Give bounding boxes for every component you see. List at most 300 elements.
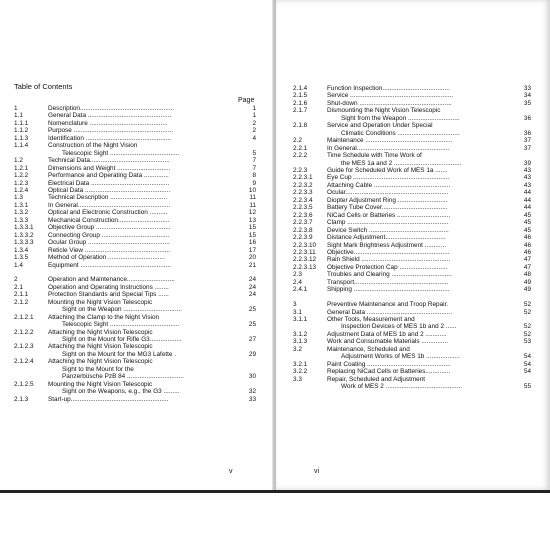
toc-entry[interactable]: [14, 396, 256, 403]
section-title: [48, 165, 238, 172]
page-number: 46: [523, 248, 531, 256]
section-number: 1.1.2: [14, 127, 29, 135]
toc-entry[interactable]: [14, 157, 256, 164]
page-number: 55: [523, 383, 531, 391]
section-title-line: Equipment ...................................................: [48, 261, 171, 269]
section-title-line: Mounting the Night Vision Telescopic: [48, 380, 153, 388]
section-title-line: Work of MES 2 ...........................................: [341, 383, 462, 391]
toc-entry[interactable]: [293, 92, 531, 99]
section-number: 2.1.8: [293, 122, 308, 130]
page-number: 36: [523, 114, 531, 122]
section-title-line: Eye Cup ......................................................: [327, 174, 450, 182]
page-number: 24: [248, 276, 256, 284]
section-number: 2: [14, 276, 18, 284]
toc-entry[interactable]: [293, 137, 531, 144]
toc-entry[interactable]: [293, 256, 531, 263]
page-number: 8: [252, 172, 256, 180]
section-title-line: Distance Adjustment..................................: [327, 234, 446, 242]
section-title-line: Objective Group ..........................................: [48, 224, 171, 232]
section-title-line: Sight to the Mount for the: [62, 365, 134, 373]
section-title: [327, 309, 513, 316]
toc-entry[interactable]: [14, 291, 256, 298]
section-number: 2.1.4: [293, 85, 308, 92]
section-title-line: Service and Operation Under Special: [327, 122, 433, 130]
section-title: [327, 316, 513, 331]
section-title: [48, 358, 238, 380]
page-number: 47: [523, 263, 531, 271]
section-title-line: Optical Data ................................................: [48, 186, 171, 194]
page-number: 2: [252, 127, 256, 135]
section-title-line: Troubles and Clearing ..................................: [327, 271, 452, 279]
page-number: 49: [523, 286, 531, 294]
page-number: 2: [252, 119, 256, 127]
toc-entry[interactable]: [14, 358, 256, 380]
section-title: [327, 286, 513, 293]
section-number: 2.2.1: [293, 144, 308, 152]
section-title: [327, 249, 513, 256]
toc-entry[interactable]: [14, 202, 256, 209]
toc-entry[interactable]: [293, 167, 531, 174]
section-title: [327, 100, 513, 107]
section-title: [48, 239, 238, 246]
section-title-line: Paint Coating ...............................................: [327, 360, 451, 368]
section-number: 2.1.2.2: [14, 328, 34, 336]
toc-entry[interactable]: [14, 247, 256, 254]
toc-entry[interactable]: [293, 219, 531, 226]
section-title: [327, 234, 513, 241]
section-title-line: Nomenclature ............................................: [48, 119, 168, 127]
page-number: 45: [523, 211, 531, 219]
section-number: 1.1.4: [14, 142, 29, 150]
section-title-line: General Data ................................................: [327, 308, 453, 316]
section-number: 2.2.3.12: [293, 256, 317, 264]
page-number: 52: [523, 323, 531, 331]
section-number: 3.2.2: [293, 368, 308, 376]
toc-entry[interactable]: [293, 100, 531, 107]
toc-entry[interactable]: [14, 314, 256, 329]
toc-entry[interactable]: [293, 204, 531, 211]
page-number: 45: [523, 219, 531, 227]
section-title-line: Attaching the Night Vision Telescopic: [48, 343, 153, 351]
section-number: 2.2.3.5: [293, 204, 313, 212]
toc-entry[interactable]: [293, 264, 531, 271]
section-title: [327, 107, 513, 122]
section-number: 2.2.2: [293, 152, 308, 160]
toc-entry[interactable]: [14, 284, 256, 291]
page-number: 7: [252, 164, 256, 172]
section-title-line: Transport.....................................................: [327, 278, 449, 286]
toc-title: Table of Contents: [14, 82, 73, 91]
section-title: [327, 301, 513, 308]
section-title: [327, 346, 513, 361]
page-column-label: Page: [238, 97, 255, 104]
toc-entry[interactable]: [293, 368, 531, 375]
toc-entry[interactable]: [293, 309, 531, 316]
section-title: [327, 122, 513, 137]
toc-entry[interactable]: [293, 212, 531, 219]
page-number: 44: [523, 204, 531, 212]
section-number: 2.1.3: [14, 395, 29, 403]
section-title-line: Repair, Scheduled and Adjustment: [327, 375, 426, 383]
section-title: [48, 209, 238, 216]
section-number: 2.1.1: [14, 291, 29, 299]
section-title: [48, 112, 238, 119]
page-number: 52: [523, 330, 531, 338]
section-number: 1.1: [14, 112, 23, 120]
section-title-line: Inspection Devices of MES 1b and 2 ......: [341, 323, 457, 331]
toc-entry[interactable]: [293, 152, 531, 167]
toc-entry[interactable]: [293, 361, 531, 368]
section-title: [48, 232, 238, 239]
page-number: 33: [248, 395, 256, 403]
section-number: 1.3.5: [14, 254, 29, 262]
section-title-line: Operation and Operating Instructions ........: [48, 283, 169, 291]
page-number: 44: [523, 196, 531, 204]
toc-entry[interactable]: [14, 142, 256, 157]
section-title-line: General Data ...............................................: [48, 112, 172, 120]
toc-entry[interactable]: [14, 232, 256, 239]
section-gap: [293, 294, 531, 301]
section-number: 2.3: [293, 271, 302, 279]
section-number: 3.1.3: [293, 338, 308, 346]
page-number: 1: [252, 112, 256, 120]
section-title: [327, 338, 513, 345]
section-number: 2.2: [293, 137, 302, 145]
section-title-line: Attaching the Clamp to the Night Vision: [48, 313, 160, 321]
section-title: [48, 180, 238, 187]
section-title-line: Purpose ........................................................: [48, 127, 174, 135]
section-title-line: Climatic Conditions ...................................: [341, 129, 460, 137]
toc-entry[interactable]: [14, 276, 256, 283]
section-title: [327, 174, 513, 181]
toc-entry[interactable]: [293, 279, 531, 286]
section-title: [327, 264, 513, 271]
section-number: 3.1.2: [293, 330, 308, 338]
section-title-line: Construction of the Night Vision: [48, 142, 138, 150]
toc-entry[interactable]: [14, 217, 256, 224]
page-number: 15: [248, 231, 256, 239]
page-number: 24: [248, 283, 256, 291]
toc-entry[interactable]: [293, 271, 531, 278]
page-number: 11: [249, 201, 256, 209]
page-number: 52: [523, 301, 531, 309]
page-number: 39: [523, 159, 531, 167]
page-number: 36: [523, 129, 531, 137]
section-title-line: Battery Tube Cover.....................................: [327, 204, 448, 212]
section-title-line: Other Tools, Measurement and: [327, 316, 415, 324]
toc-entry[interactable]: [14, 112, 256, 119]
section-number: 2.2.3: [293, 166, 308, 174]
section-title-line: Sight from the Weapon .............................: [341, 114, 460, 122]
section-number: 1.2.1: [14, 164, 29, 172]
section-number: 2.2.3.6: [293, 211, 313, 219]
section-title: [48, 247, 238, 254]
section-title-line: Attaching Cable ...........................................: [327, 181, 451, 189]
page-number: 45: [523, 226, 531, 234]
section-number: 2.2.3.2: [293, 181, 313, 189]
section-title-line: Maintenance, Scheduled and: [327, 345, 410, 353]
toc-entry[interactable]: [293, 174, 531, 181]
toc-entry[interactable]: [293, 234, 531, 241]
toc-entry[interactable]: [293, 331, 531, 338]
section-title: [48, 120, 238, 127]
section-title: [327, 242, 513, 249]
section-title-line: Dimensions and Weight ..............................: [48, 164, 171, 172]
section-title: [327, 271, 513, 278]
section-title: [48, 202, 238, 209]
section-title-line: Optical and Electronic Construction ..........: [48, 209, 168, 217]
section-title-line: Attaching the Night Vision Telescopic: [48, 358, 153, 366]
section-title: [327, 189, 513, 196]
toc-entry[interactable]: [14, 165, 256, 172]
section-title-line: Adjustment Data of MES 1b and 2 ............: [327, 330, 447, 338]
section-title: [327, 182, 513, 189]
page-number: 21: [248, 261, 256, 269]
section-title: [48, 127, 238, 134]
section-title: [48, 105, 238, 112]
section-title-line: Reticle View ................................................: [48, 246, 171, 254]
section-number: 2.1.2: [14, 298, 29, 306]
page-number: 48: [523, 271, 531, 279]
section-title: [48, 276, 238, 283]
section-title: [48, 187, 238, 194]
section-number: 1.3.4: [14, 246, 29, 254]
page-footer-left: v: [229, 468, 233, 475]
section-title-line: the MES 1a and 2 ......................................: [341, 159, 462, 167]
toc-entry[interactable]: [293, 197, 531, 204]
section-title-line: Performance and Operating Data ..............: [48, 172, 169, 180]
section-number: 1.2: [14, 157, 23, 165]
page-number: 52: [523, 308, 531, 316]
section-title: [48, 224, 238, 231]
section-title: [327, 376, 513, 391]
section-title: [327, 145, 513, 152]
section-title: [327, 212, 513, 219]
toc-entry[interactable]: [14, 135, 256, 142]
page-footer-right: vi: [314, 468, 320, 475]
section-number: 2.2.3.9: [293, 234, 313, 242]
section-title-line: Description.....................................................: [48, 105, 175, 112]
section-title-line: Protection Standards and Special Tips ......: [48, 291, 169, 299]
section-number: 1.3.3: [14, 216, 29, 224]
page-number: 54: [523, 368, 531, 376]
section-number: 1.3: [14, 194, 23, 202]
section-title-line: Device Switch .............................................: [327, 226, 449, 234]
section-title: [48, 381, 238, 396]
section-title-line: Dismounting the Night Vision Telescopic: [327, 107, 441, 115]
toc-entry[interactable]: [293, 249, 531, 256]
toc-entry[interactable]: [293, 182, 531, 189]
toc-entry[interactable]: [14, 180, 256, 187]
section-title: [327, 361, 513, 368]
toc-entry[interactable]: [293, 346, 531, 361]
section-title-line: Clamp .........................................................: [327, 219, 449, 227]
section-title: [48, 142, 238, 157]
section-title: [327, 219, 513, 226]
toc-entry[interactable]: [293, 145, 531, 152]
toc-entry[interactable]: [293, 189, 531, 196]
page-number: 25: [248, 306, 256, 314]
toc-entry[interactable]: [14, 239, 256, 246]
section-title: [48, 157, 238, 164]
toc-entry[interactable]: [293, 122, 531, 137]
section-title-line: NiCad Cells or Batteries ..............................: [327, 211, 451, 219]
toc-entry[interactable]: [14, 127, 256, 134]
section-title-line: Attaching the Night Vision Telescopic: [48, 328, 153, 336]
section-number: 2.1: [14, 283, 23, 291]
section-title-line: Sight Mark Brightness Adjustment ............: [327, 241, 446, 249]
section-title: [48, 396, 238, 403]
section-number: 2.2.3.11: [293, 248, 316, 256]
section-number: 2.1.6: [293, 99, 308, 107]
section-title-line: Electrical Data ............................................: [48, 179, 170, 187]
page-number: 43: [523, 166, 531, 174]
page-number: 16: [248, 239, 256, 247]
section-title-line: Rain Shield ..................................................: [327, 256, 451, 264]
section-number: 3.1.1: [293, 316, 308, 324]
section-title: [327, 92, 513, 99]
toc-entry[interactable]: [14, 254, 256, 261]
section-title-line: Shipping ......................................................: [327, 286, 450, 294]
section-title-line: Maintenance .................................................: [327, 137, 453, 145]
page-number: 25: [248, 321, 256, 329]
section-number: 3.3: [293, 375, 302, 383]
section-number: 1.3.1: [14, 201, 29, 209]
section-title-line: Replacing NiCad Cells or Batteries..............: [327, 368, 451, 376]
section-title-line: Identification ................................................: [48, 134, 171, 142]
section-title-line: Mounting the Night Vision Telescopic: [48, 298, 153, 306]
section-title-line: Shut-down ....................................................: [327, 99, 452, 107]
section-title: [327, 85, 513, 92]
section-number: 2.2.3.13: [293, 263, 317, 271]
toc-entry[interactable]: [293, 107, 531, 122]
page-number: 1: [252, 105, 256, 112]
section-title: [48, 314, 238, 329]
section-title-line: Panzerbüsche PzB 84 ................................: [62, 373, 184, 381]
toc-entries-left: [14, 105, 256, 403]
left-page: [0, 0, 274, 490]
page-number: 29: [248, 350, 256, 358]
section-title-line: Time Schedule with Time Work of: [327, 152, 422, 160]
page-number: 37: [523, 137, 531, 145]
section-number: 3: [293, 301, 297, 309]
section-number: 3.1: [293, 308, 302, 316]
toc-entry[interactable]: [14, 105, 256, 112]
page-number: 17: [248, 246, 256, 254]
section-title-line: Telescopic Sight .......................................: [62, 321, 180, 329]
section-number: 2.2.3.7: [293, 219, 313, 227]
section-number: 2.2.3.3: [293, 189, 313, 197]
toc-entry[interactable]: [14, 194, 256, 201]
toc-entry[interactable]: [14, 329, 256, 344]
page-number: 54: [523, 353, 531, 361]
section-title-line: Sight on the Mount for Rifle G3..................: [62, 336, 182, 344]
section-title: [48, 254, 238, 261]
page-number: 33: [523, 85, 531, 92]
section-number: 2.1.5: [293, 92, 308, 100]
section-number: 2.1.2.4: [14, 358, 34, 366]
toc-entry[interactable]: [14, 172, 256, 179]
section-title: [48, 135, 238, 142]
section-number: 1.3.3.2: [14, 231, 34, 239]
page-number: 47: [523, 256, 531, 264]
toc-entry[interactable]: [293, 286, 531, 293]
page-number: 43: [523, 181, 531, 189]
page-number: 53: [523, 338, 531, 346]
section-title-line: Adjustment Works of MES 1b ...................: [341, 353, 460, 361]
page-number: 54: [523, 360, 531, 368]
right-page: [276, 0, 550, 490]
section-title-line: Preventive Maintenance and Troop Repair.: [327, 301, 449, 309]
page-number: 9: [252, 179, 256, 187]
section-number: 2.2.3.1: [293, 174, 313, 182]
section-title: [327, 167, 513, 174]
section-title-line: Method of Operation ................................: [48, 254, 165, 262]
toc-entry[interactable]: [14, 120, 256, 127]
section-number: 1.1.1: [14, 119, 29, 127]
section-title: [327, 152, 513, 167]
section-number: 1: [14, 105, 18, 112]
section-title-line: Work and Consumable Materials ...............: [327, 338, 448, 346]
toc-entry[interactable]: [293, 376, 531, 391]
page-number: 49: [523, 278, 531, 286]
section-title: [327, 331, 513, 338]
toc-entry[interactable]: [293, 301, 531, 308]
section-title: [48, 284, 238, 291]
toc-entry[interactable]: [14, 209, 256, 216]
section-number: 1.2.3: [14, 179, 29, 187]
section-number: 1.3.3.3: [14, 239, 34, 247]
toc-entry[interactable]: [293, 242, 531, 249]
section-title-line: Function Inspection......................................: [327, 85, 450, 92]
page-number: 4: [252, 134, 256, 142]
toc-entry[interactable]: [14, 343, 256, 358]
section-number: 2.2.3.8: [293, 226, 313, 234]
section-title-line: Objective Protection Cap ...........................: [327, 263, 448, 271]
section-title: [48, 329, 238, 344]
toc-entry[interactable]: [293, 85, 531, 92]
toc-entry[interactable]: [14, 224, 256, 231]
page-number: 37: [523, 144, 531, 152]
toc-entry[interactable]: [293, 338, 531, 345]
section-title-line: Mechanical Construction.............................: [48, 216, 170, 224]
section-title: [327, 137, 513, 144]
toc-entry[interactable]: [14, 299, 256, 314]
section-title: [327, 197, 513, 204]
page-number: 5: [252, 149, 256, 157]
toc-entry[interactable]: [293, 316, 531, 331]
section-title-line: Sight on the Weapons, e.g., the G3 .........: [62, 388, 180, 396]
toc-entry[interactable]: [14, 262, 256, 269]
section-title: [48, 194, 238, 201]
section-number: 1.1.3: [14, 134, 29, 142]
section-title-line: Sight on the Weapon .................................: [62, 306, 182, 314]
page-number: 43: [523, 174, 531, 182]
section-number: 1.3.2: [14, 209, 29, 217]
section-title-line: In General....................................................: [48, 201, 171, 209]
section-title-line: Telescopic Sight .......................................: [62, 149, 180, 157]
page-number: 15: [248, 224, 256, 232]
page-number: 13: [248, 216, 256, 224]
section-title-line: Technical Description ................................: [48, 194, 167, 202]
page-number: 24: [248, 291, 256, 299]
toc-entry[interactable]: [14, 187, 256, 194]
section-title-line: Operation and Maintenance...........................: [48, 276, 175, 284]
section-number: 2.1.2.3: [14, 343, 34, 351]
section-title-line: Connecting Group ......................................: [48, 231, 170, 239]
toc-entry[interactable]: [14, 381, 256, 396]
toc-entry[interactable]: [293, 227, 531, 234]
